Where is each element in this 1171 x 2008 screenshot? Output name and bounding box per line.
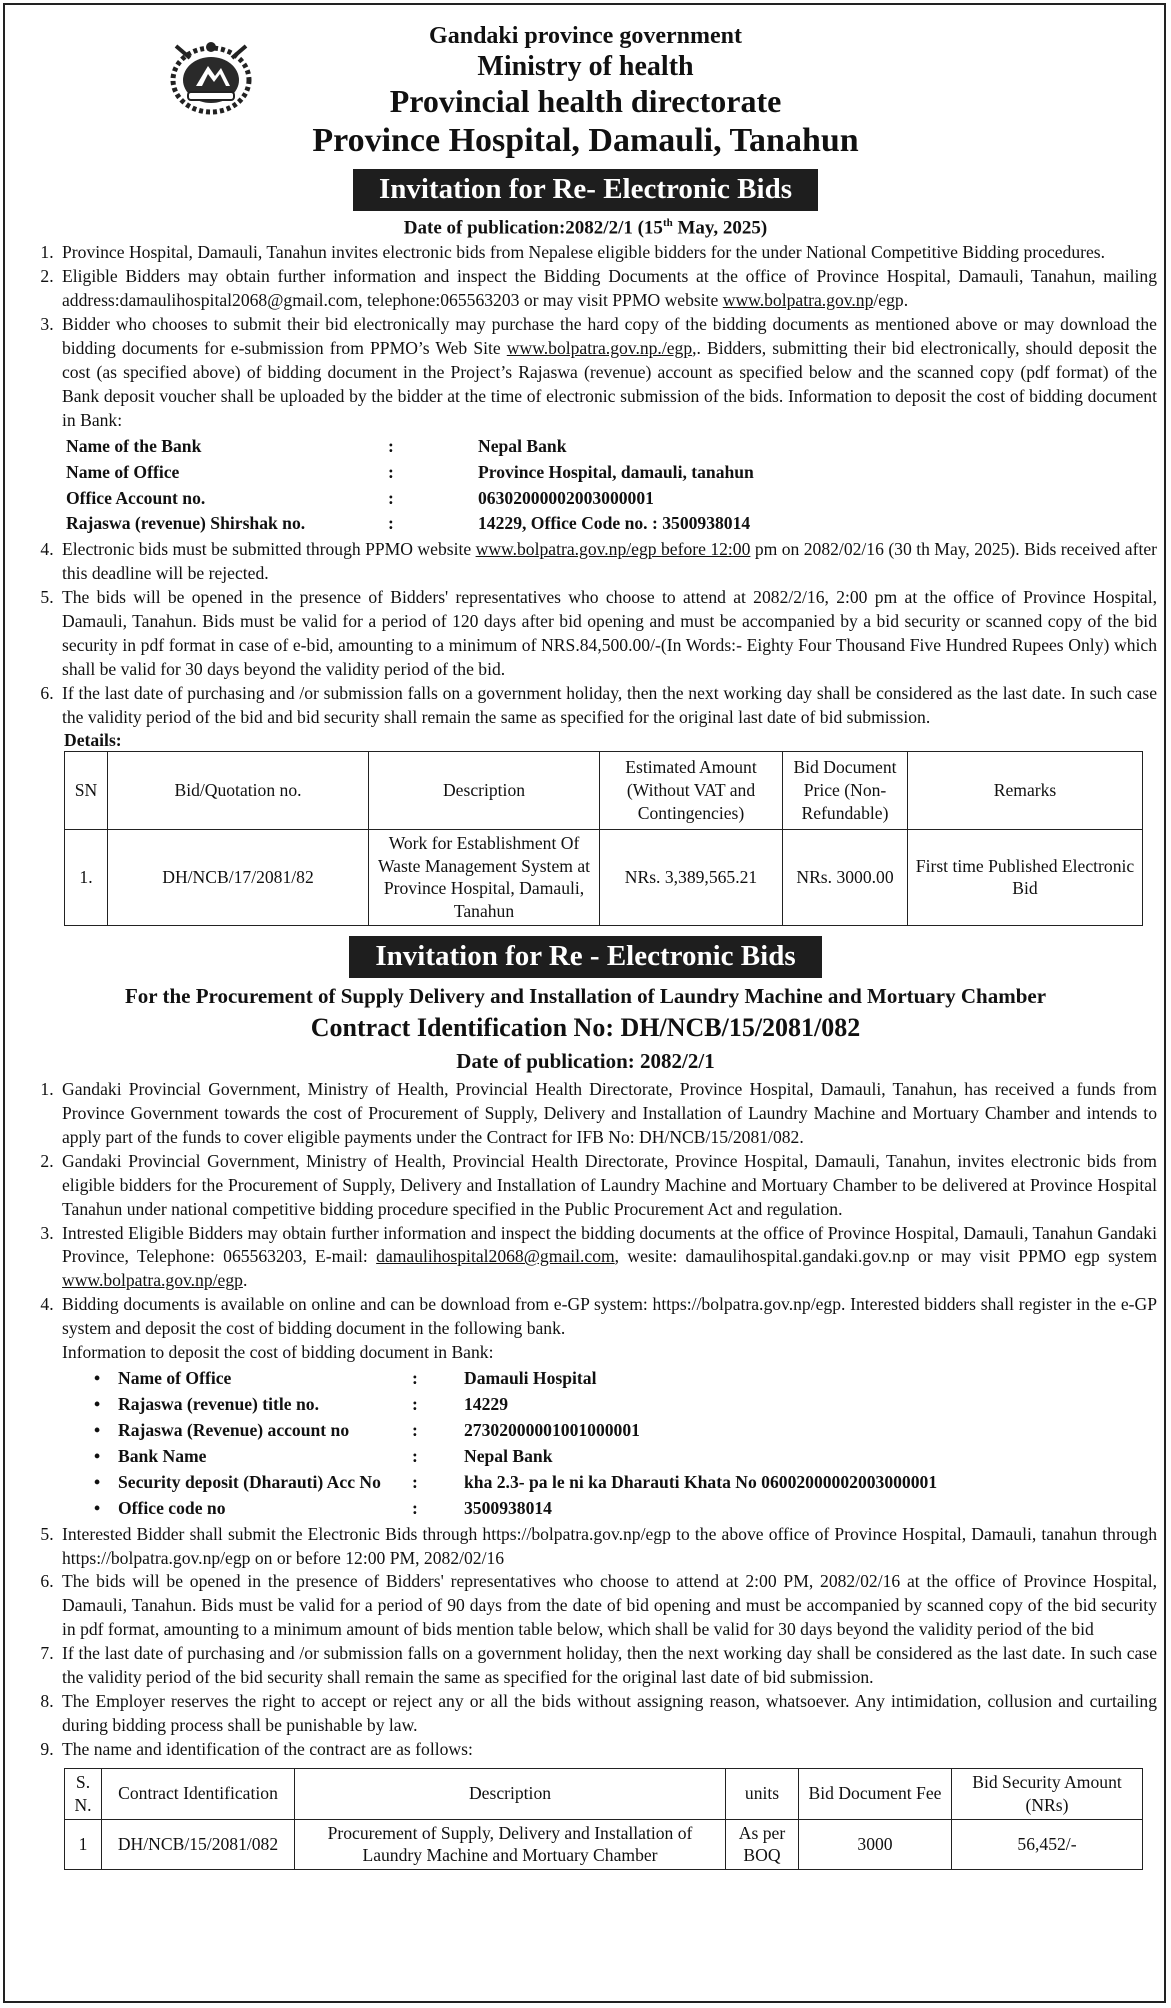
table-header-row: SN Bid/Quotation no. Description Estimated Amount (Without VAT and Contingencies) Bid Document Price (Non-Refundable) Remarks <box>65 751 1143 829</box>
list-item: 5. The bids will be opened in the presence of Bidders' representatives who choose to attend at 2082/2/16, 2:00 pm at the office of Province Hospital, Damauli, Tanahun. Bids must be valid for a period of 120 days after bid opening and must be accompanied by a bid security or scanned copy of the bid security in pdf format in case of e-bid, amounting to a minimum of NRS.84,500.00/-(In Words:- Eighty Four Thousand Five Hundred Rupees Only) which shall be valid for 30 days beyond the validity period of the bid. <box>58 586 1157 682</box>
contract-identification: Contract Identification No: DH/NCB/15/2081/082 <box>310 1013 861 1042</box>
bank-row: Rajaswa (revenue) Shirshak no. : 14229, Office Code no. : 3500938014 <box>66 513 751 534</box>
list-item: 4. Electronic bids must be submitted through PPMO website www.bolpatra.gov.np/egp before 12:00 pm on 2082/02/16 (30 th May, 2025). Bids received after this deadline will be rejected. <box>58 538 1157 586</box>
govt-name: Gandaki province government <box>429 23 742 49</box>
list-item: 8. The Employer reserves the right to accept or reject any or all the bids without assigning reason, whatsoever. Any intimidation, collusion and curtailing during bidding process shall be punishable by law. <box>58 1690 1157 1738</box>
list-item: 1. Gandaki Provincial Government, Ministry of Health, Provincial Health Directorate, Province Hospital, Damauli, Tanahun, has received a funds from Province Government towards the cost of Procurement of Supply, Delivery and Installation of Laundry Machine and Mortuary Chamber and intends to apply part of the funds to cover eligible payments under the Contract for IFB No: DH/NCB/15/2081/082. <box>58 1078 1157 1150</box>
list-item: 2. Gandaki Provincial Government, Ministry of Health, Provincial Health Directorate, Province Hospital, Damauli, Tanahun, invites electronic bids from eligible bidders for the Procurement of Supply, Delivery and Installation of Laundry Machine and Mortuary Chamber to be delivered at Province Hospital Tanahun under national competitive bidding procedure specified in the Public Procurement Act and regulation. <box>58 1150 1157 1222</box>
list-item: 2. Eligible Bidders may obtain further information and inspect the Bidding Documents at the office of Province Hospital, Damauli, Tanahun, mailing address:damaulihospital2068@gmail.com, telephone:065563203 or may visit PPMO website www.bolpatra.gov.np/egp. <box>58 265 1157 313</box>
bank-row: Name of the Bank : Nepal Bank <box>66 435 567 456</box>
bank-row: Office Account no. : 06302000002003000001 <box>66 487 654 508</box>
notice2-bank-info <box>64 1365 939 1523</box>
list-item: 5. Interested Bidder shall submit the Electronic Bids through https://bolpatra.gov.np/egp to the above office of Province Hospital, Damauli, tanahun through https://bolpatra.gov.np/egp on or before 12:00 PM, 2082/02/16 <box>58 1523 1157 1571</box>
table-header-row: S. N. Contract Identification Description units Bid Document Fee Bid Security Amount (NRs) <box>65 1768 1143 1819</box>
notice2-banner: Invitation for Re - Electronic Bids <box>349 936 821 978</box>
list-item: 6. The bids will be opened in the presence of Bidders' representatives who choose to attend at 2:00 PM, 2082/02/16 at the office of Province Hospital, Damauli, Tanahun. Bids must be valid for a period of 90 days from the date of bid opening and must be accompanied by scanned copy of the bid security in pdf format, amounting to a minimum amount of bids mention table below, which shall be valid for 30 days beyond the validity period of the bid <box>58 1570 1157 1642</box>
notice2-contract-table <box>64 1768 1143 1870</box>
bank-row: • Office code no : 3500938014 <box>94 1497 552 1518</box>
list-item: 3. Intrested Eligible Bidders may obtain further information and inspect the bidding documents at the office of Province Hospital, Damauli, Tanahun Gandaki Province, Telephone: 065563203, E-mail: damaulihospital2068@gmail.com, wesite: damaulihospital.gandaki.gov.np or may visit PPMO egp system www.bolpatra.gov.np/egp. <box>58 1222 1157 1294</box>
hospital-name: Province Hospital, Damauli, Tanahun <box>312 122 859 160</box>
notice2-list <box>14 1078 1157 1365</box>
list-item: 1. Province Hospital, Damauli, Tanahun invites electronic bids from Nepalese eligible bidders for the under National Competitive Bidding procedures. <box>58 241 1157 265</box>
list-item: 3. Bidder who chooses to submit their bid electronically may purchase the hard copy of the bidding documents as mentioned above or may download the bidding documents for e-submission from PPMO’s Web Site www.bolpatra.gov.np./egp,. Bidders, submitting their bid electronically, should deposit the cost (as specified above) of bidding document in the Project’s Rajaswa (revenue) account as specified below and the scanned copy (pdf format) of the Bank deposit voucher shall be uploaded by the bidder at the time of electronic submission of the bids. Information to deposit the cost of bidding document in Bank: <box>58 313 1157 433</box>
notice1-bank-info <box>14 433 756 539</box>
notice1-publication-date: Date of publication:2082/2/1 (15th May, 2025) <box>403 217 768 239</box>
bank-row: • Bank Name : Nepal Bank <box>94 1445 553 1466</box>
list-item: 7. If the last date of purchasing and /or submission falls on a government holiday, then the next working day shall be considered as the last date. In such case the validity period of the bid security shall remain the same as specified for the original last date of bid submission. <box>58 1642 1157 1690</box>
notice1-list-continued <box>14 538 1157 729</box>
notice2-subtitle: For the Procurement of Supply Delivery and Installation of Laundry Machine and Mortuary Chamber <box>124 984 1047 1008</box>
bolpatra-link[interactable]: www.bolpatra.gov.np <box>722 290 874 311</box>
bolpatra-link[interactable]: www.bolpatra.gov.np./egp <box>506 338 693 359</box>
bank-row: • Security deposit (Dharauti) Acc No : kha 2.3- pa le ni ka Dharauti Khata No 06002000002003000001 <box>94 1471 938 1492</box>
bolpatra-link[interactable]: www.bolpatra.gov.np/egp <box>62 1270 243 1291</box>
table-row: 1. DH/NCB/17/2081/82 Work for Establishment Of Waste Management System at Province Hospital, Damauli, Tanahun NRs. 3,389,565.21 NRs. 3000.00 First time Published Electronic Bid <box>65 829 1143 925</box>
list-item: 9. The name and identification of the contract are as follows: <box>58 1738 1157 1762</box>
email-link[interactable]: damaulihospital2068@gmail.com <box>376 1246 615 1267</box>
notice1-list <box>14 241 1157 432</box>
bank-row: • Name of Office : Damauli Hospital <box>94 1368 597 1389</box>
notice1-banner: Invitation for Re- Electronic Bids <box>353 169 818 211</box>
details-label: Details: <box>64 729 122 750</box>
directorate-name: Provincial health directorate <box>389 83 782 120</box>
list-item: 4. Bidding documents is available on online and can be download from e-GP system: https://bolpatra.gov.np/egp. Interested bidders shall register in the e-GP system and deposit the cost of bidding document in the following bank. Information to deposit the cost of bidding document in Bank: <box>58 1293 1157 1365</box>
bank-row: • Rajaswa (revenue) title no. : 14229 <box>94 1393 508 1414</box>
table-row: 1 DH/NCB/15/2081/082 Procurement of Supply, Delivery and Installation of Laundry Machine and Mortuary Chamber As per BOQ 3000 56,452/- <box>65 1819 1143 1870</box>
list-item: 6. If the last date of purchasing and /or submission falls on a government holiday, then the next working day shall be considered as the last date. In such case the validity period of the bid and bid security shall remain the same as specified for the original last date of bid submission. <box>58 682 1157 730</box>
ministry-name: Ministry of health <box>477 51 694 83</box>
bank-row: • Rajaswa (Revenue) account no : 27302000001001000001 <box>94 1419 640 1440</box>
notice2-publication-date: Date of publication: 2082/2/1 <box>456 1049 715 1073</box>
notice1-bid-table <box>64 751 1143 926</box>
notice2-list-continued <box>14 1523 1157 1762</box>
bank-row: Name of Office : Province Hospital, damauli, tanahun <box>66 461 754 482</box>
bolpatra-link[interactable]: www.bolpatra.gov.np/egp before 12:00 <box>475 539 751 560</box>
